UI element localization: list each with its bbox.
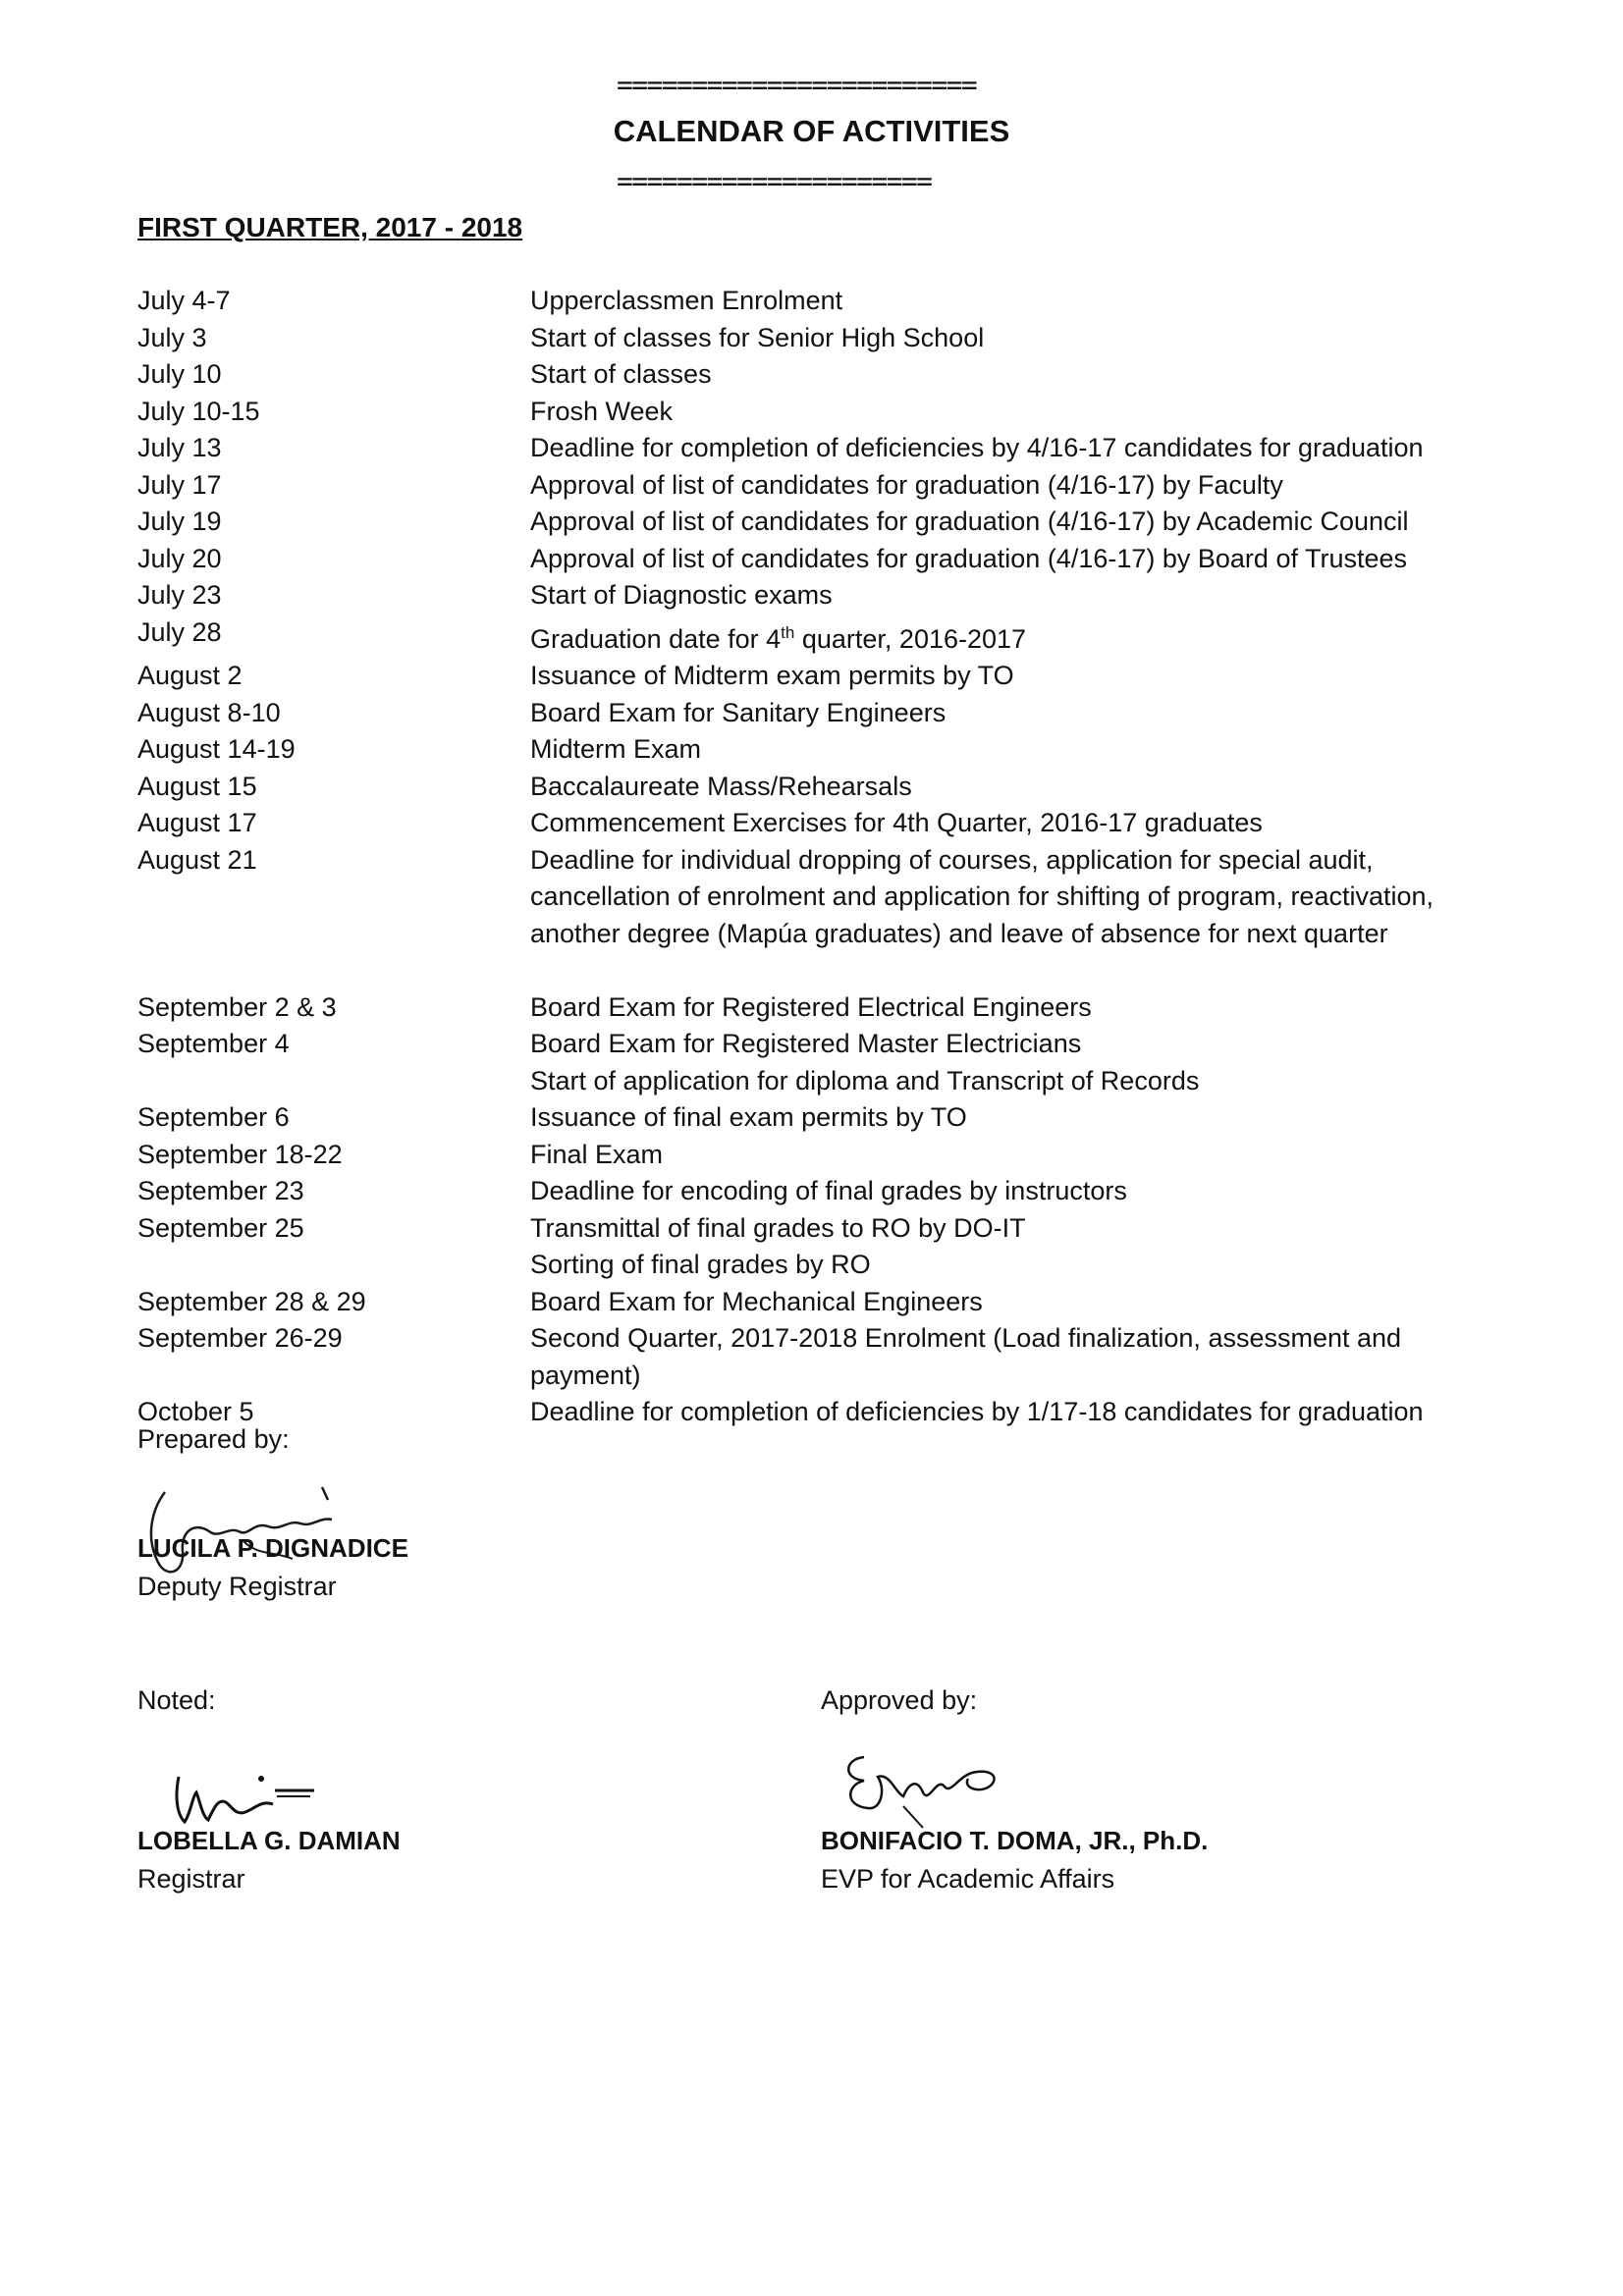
- schedule-row: [137, 467, 1532, 505]
- schedule-activity: Second Quarter, 2017-2018 Enrolment (Load finalization, assessment and payment): [530, 1323, 1402, 1390]
- schedule-row: [137, 658, 1532, 695]
- schedule-row: [137, 320, 1532, 357]
- document-title: CALENDAR OF ACTIVITIES: [613, 114, 1010, 148]
- schedule-date: July 3: [137, 322, 207, 352]
- schedule-date: July 10-15: [137, 396, 260, 426]
- spacer: [137, 952, 1532, 989]
- schedule-activity: Board Exam for Registered Electrical Engineers: [530, 991, 1092, 1022]
- schedule-activity: Midterm Exam: [530, 734, 702, 764]
- schedule-activity: Start of classes for Senior High School: [530, 322, 985, 352]
- schedule-row: [137, 541, 1532, 578]
- schedule-row: [137, 1320, 1532, 1394]
- schedule-date: July 23: [137, 580, 222, 610]
- schedule-date: October 5: [137, 1397, 254, 1426]
- approved-by-label: Approved by:: [821, 1685, 978, 1715]
- schedule-date: September 25: [137, 1212, 304, 1243]
- schedule-row: [137, 430, 1532, 467]
- schedule-date: July 10: [137, 359, 222, 389]
- schedule-activity: Issuance of final exam permits by TO: [530, 1102, 967, 1132]
- noter-signature: [167, 1757, 363, 1831]
- schedule-date: July 13: [137, 433, 222, 462]
- schedule-activity: Board Exam for Registered Master Electricians Start of application for diploma and Transcript of Records: [530, 1029, 1200, 1095]
- schedule-activity: Deadline for completion of deficiencies by 1/17-18 candidates for graduation: [530, 1397, 1424, 1426]
- schedule-activity: Deadline for individual dropping of courses, application for special audit, cancellation of enrolment and application for shifting of program, reactivation, another degree (Mapúa graduates) and leave of absence for next quarter: [530, 844, 1434, 948]
- approver-name: BONIFACIO T. DOMA, JR., Ph.D.: [821, 1826, 1209, 1855]
- approver-signature: [835, 1737, 1031, 1831]
- schedule-date: July 20: [137, 543, 222, 573]
- rule-bottom: =====================: [617, 167, 932, 196]
- schedule-row: [137, 1099, 1532, 1137]
- schedule-row: [137, 989, 1532, 1027]
- schedule-row: [137, 1210, 1532, 1284]
- activity-text: Graduation date for 4: [530, 623, 782, 654]
- schedule-row: [137, 1173, 1532, 1210]
- activity-text: quarter, 2016-2017: [794, 623, 1027, 654]
- schedule-date: September 28 & 29: [137, 1286, 366, 1316]
- schedule-row: [137, 842, 1532, 953]
- prepared-by-label: Prepared by:: [137, 1424, 290, 1454]
- schedule-activity: Transmittal of final grades to RO by DO-IT Sorting of final grades by RO: [530, 1212, 1026, 1279]
- schedule-row: [137, 356, 1532, 394]
- schedule-row: [137, 769, 1532, 806]
- rule-top: ========================: [617, 71, 977, 100]
- schedule-row: [137, 731, 1532, 769]
- schedule-row: [137, 1137, 1532, 1174]
- schedule-row: [137, 1394, 1532, 1431]
- schedule-date: August 8-10: [137, 697, 281, 727]
- schedule-activity: Approval of list of candidates for graduation (4/16-17) by Academic Council: [530, 507, 1409, 536]
- schedule-date: August 21: [137, 844, 257, 875]
- schedule-date: September 4: [137, 1029, 290, 1058]
- schedule-activity: Start of Diagnostic exams: [530, 580, 833, 610]
- schedule-activity: Final Exam: [530, 1139, 664, 1169]
- schedule-activity: Approval of list of candidates for graduation (4/16-17) by Board of Trustees: [530, 543, 1408, 573]
- schedule-row: [137, 504, 1532, 541]
- schedule-row: [137, 805, 1532, 842]
- schedule-row: [137, 394, 1532, 431]
- schedule-date: September 23: [137, 1176, 304, 1205]
- preparer-name: LUCILA P. DIGNADICE: [137, 1533, 408, 1563]
- schedule-list: [137, 283, 1532, 1431]
- noter-name: LOBELLA G. DAMIAN: [137, 1826, 401, 1855]
- noted-label: Noted:: [137, 1685, 216, 1715]
- schedule-activity: Commencement Exercises for 4th Quarter, 2016-17 graduates: [530, 808, 1263, 837]
- schedule-activity: Frosh Week: [530, 396, 674, 426]
- schedule-row: [137, 614, 1532, 659]
- schedule-activity: Upperclassmen Enrolment: [530, 286, 843, 315]
- schedule-row: [137, 1284, 1532, 1321]
- schedule-date: August 17: [137, 808, 257, 837]
- schedule-date: August 2: [137, 661, 243, 690]
- schedule-date: September 2 & 3: [137, 991, 337, 1022]
- schedule-date: July 19: [137, 507, 222, 536]
- schedule-date: September 6: [137, 1102, 290, 1132]
- schedule-activity: [530, 614, 1532, 659]
- preparer-title: Deputy Registrar: [137, 1572, 337, 1601]
- schedule-date: August 14-19: [137, 734, 296, 764]
- schedule-row: [137, 577, 1532, 614]
- schedule-activity: Board Exam for Sanitary Engineers: [530, 697, 947, 727]
- quarter-heading: FIRST QUARTER, 2017 - 2018: [137, 212, 523, 242]
- noter-title: Registrar: [137, 1864, 245, 1894]
- schedule-activity: Start of classes: [530, 359, 712, 389]
- schedule-date: July 28: [137, 616, 222, 647]
- schedule-activity: Deadline for completion of deficiencies by 4/16-17 candidates for graduation: [530, 433, 1424, 462]
- ordinal-suffix: th: [781, 622, 795, 642]
- schedule-date: September 26-29: [137, 1323, 343, 1353]
- schedule-row: [137, 695, 1532, 732]
- approver-title: EVP for Academic Affairs: [821, 1864, 1115, 1894]
- schedule-date: July 4-7: [137, 286, 231, 315]
- schedule-activity: Board Exam for Mechanical Engineers: [530, 1286, 983, 1316]
- schedule-activity: Approval of list of candidates for graduation (4/16-17) by Faculty: [530, 469, 1283, 500]
- schedule-row: [137, 283, 1532, 320]
- schedule-activity: Deadline for encoding of final grades by instructors: [530, 1176, 1127, 1205]
- schedule-date: September 18-22: [137, 1139, 343, 1169]
- schedule-activity: Baccalaureate Mass/Rehearsals: [530, 771, 912, 801]
- schedule-row: [137, 1026, 1532, 1099]
- schedule-activity: Issuance of Midterm exam permits by TO: [530, 661, 1014, 690]
- schedule-date: July 17: [137, 469, 222, 500]
- schedule-date: August 15: [137, 771, 257, 801]
